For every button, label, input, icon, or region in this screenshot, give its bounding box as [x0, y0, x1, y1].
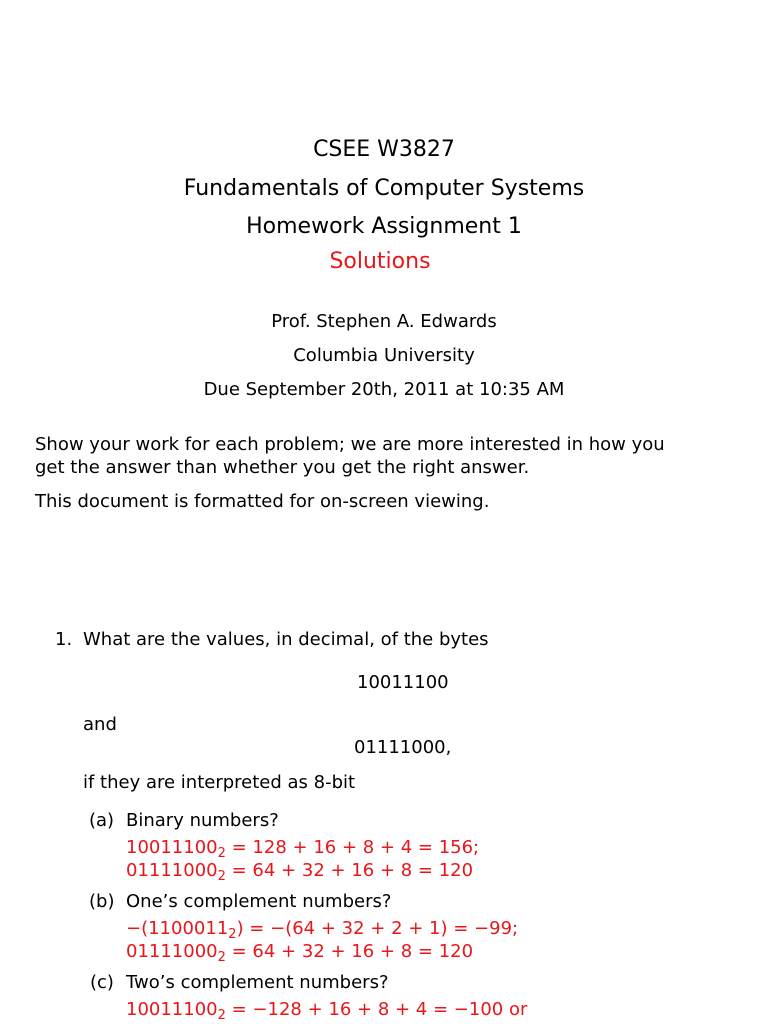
byte-1: 10011100: [357, 672, 449, 693]
solutions-heading: Solutions: [329, 249, 431, 274]
assignment-title: Homework Assignment 1: [246, 214, 522, 239]
part-b-label: (b): [89, 891, 115, 912]
intro-line-1: Show your work for each problem; we are more interested in how you: [35, 434, 665, 455]
part-a-answer-1: $10011100_2 = 128 + 16 + 8 + 4 = 156$;: [126, 837, 480, 861]
part-c-question: Two’s complement numbers?: [126, 972, 389, 993]
due-date: Due September 20th, 2011 at 10:35 AM: [203, 379, 565, 400]
course-title: Fundamentals of Computer Systems: [183, 176, 585, 201]
part-b-question: One’s complement numbers?: [126, 891, 392, 912]
part-c-answer-1: $10011100_2 = -128 + 16 + 8 + 4 = -100$ or: [126, 999, 528, 1023]
problem-number: 1.: [55, 629, 73, 650]
course-code: CSEE W3827: [313, 137, 455, 162]
and-word: and: [83, 714, 117, 735]
part-a-label: (a): [89, 810, 115, 831]
intro-line-2: get the answer than whether you get the right answer.: [35, 457, 530, 478]
author-affiliation: Columbia University: [293, 345, 475, 366]
part-a-question: Binary numbers?: [126, 810, 279, 831]
author-name: Prof. Stephen A. Edwards: [271, 311, 497, 332]
part-b-answer-1: $-(1100011_2) = -(64 + 32 + 2 + 1) = -99$;: [126, 918, 519, 942]
problem-question: What are the values, in decimal, of the bytes: [83, 629, 489, 650]
interpretation-line: if they are interpreted as 8-bit: [83, 772, 356, 793]
byte-2: 01111000,: [354, 737, 452, 758]
part-c-label: (c): [90, 972, 114, 993]
part-a-answer-2: $01111000_2 = 64 + 32 + 16 + 8 = 120$: [126, 860, 474, 884]
part-b-answer-2: $01111000_2 = 64 + 32 + 16 + 8 = 120$: [126, 941, 474, 965]
format-note: This document is formatted for on-screen viewing.: [35, 491, 490, 512]
